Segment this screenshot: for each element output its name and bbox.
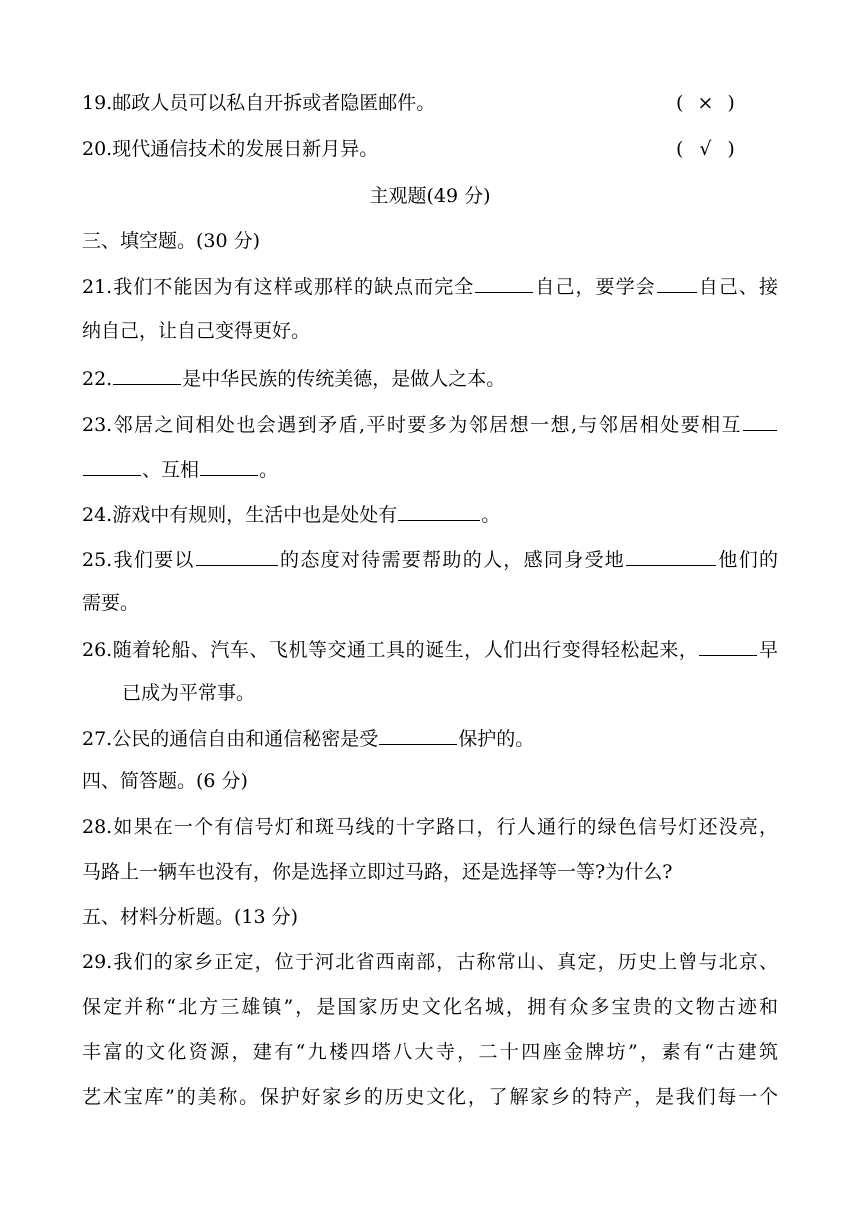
answer-19 (676, 90, 735, 116)
answer-20 (676, 136, 735, 162)
blank-field[interactable] (743, 410, 777, 431)
q21-text-c: 自己、接 (697, 276, 778, 298)
paren-open: ( (676, 138, 684, 160)
q27-text-a: 27.公民的通信自由和通信秘密是受 (82, 728, 379, 750)
blank-field[interactable] (699, 635, 757, 656)
blank-field[interactable] (196, 545, 278, 566)
q25-text-a: 25.我们要以 (82, 549, 195, 571)
section-fill-heading: 三、填空题。(30 分) (82, 230, 261, 252)
question-21-line2: 纳自己，让自己变得更好。 (82, 320, 311, 342)
section-short-heading: 四、简答题。(6 分) (82, 770, 248, 792)
question-26-line2: 已成为平常事。 (122, 682, 256, 704)
blank-field[interactable] (200, 455, 258, 476)
blank-field[interactable] (398, 500, 480, 521)
q24-text-a: 24.游戏中有规则，生活中也是处处有 (82, 504, 398, 526)
q23-text-c: 。 (259, 459, 279, 481)
blank-field[interactable] (626, 545, 716, 566)
blank-field[interactable] (657, 272, 697, 293)
question-22 (82, 364, 505, 392)
q21-text-b: 自己，要学会 (534, 276, 656, 298)
paren-open: ( (676, 92, 684, 114)
question-29-line3: 丰富的文化资源，建有“九楼四塔八大寺，二十四座金牌坊”，素有“古建筑 (82, 1041, 778, 1063)
q25-text-b: 的态度对待需要帮助的人，感同身受地 (278, 549, 626, 571)
question-29-line1: 29.我们的家乡正定，位于河北省西南部，古称常山、真定，历史上曾与北京、 (82, 951, 778, 973)
question-20: 20.现代通信技术的发展日新月异。 (82, 138, 379, 160)
check-mark: √ (699, 138, 712, 160)
blank-field[interactable] (83, 455, 141, 476)
question-23-line2 (82, 455, 278, 483)
q22-text-a: 22. (82, 368, 113, 390)
q24-text-b: 。 (481, 504, 501, 526)
question-25-line2: 需要。 (82, 592, 140, 614)
blank-field[interactable] (113, 364, 181, 385)
question-23-line1 (82, 410, 778, 438)
question-24 (82, 500, 500, 528)
paren-close: ) (727, 92, 735, 114)
question-28-line1: 28.如果在一个有信号灯和斑马线的十字路口，行人通行的绿色信号灯还没亮， (82, 816, 778, 838)
q25-text-c: 他们的 (717, 549, 778, 571)
q23-text-b: 、互相 (142, 459, 200, 481)
question-26-line1 (82, 635, 778, 663)
question-29-line4: 艺术宝库”的美称。保护好家乡的历史文化，了解家乡的特产，是我们每一个 (82, 1086, 778, 1108)
q21-text-a: 21.我们不能因为有这样或那样的缺点而完全 (82, 276, 475, 298)
subjective-title: 主观题(49 分) (369, 185, 491, 207)
section-material-heading: 五、材料分析题。(13 分) (82, 906, 299, 928)
blank-field[interactable] (379, 724, 457, 745)
question-19: 19.邮政人员可以私自开拆或者隐匿邮件。 (82, 92, 436, 114)
q26-text-a: 26.随着轮船、汽车、飞机等交通工具的诞生，人们出行变得轻松起来， (82, 639, 699, 661)
question-27 (82, 724, 534, 752)
cross-mark: × (697, 92, 714, 114)
question-29-line2: 保定并称“北方三雄镇”，是国家历史文化名城，拥有众多宝贵的文物古迹和 (82, 996, 778, 1018)
q27-text-b: 保护的。 (458, 728, 535, 750)
paren-close: ) (727, 138, 735, 160)
q26-text-b: 早 (758, 639, 778, 661)
question-21-line1 (82, 272, 778, 300)
question-28-line2: 马路上一辆车也没有，你是选择立即过马路，还是选择等一等?为什么? (82, 861, 673, 883)
q22-text-b: 是中华民族的传统美德，是做人之本。 (182, 368, 506, 390)
question-25-line1 (82, 545, 778, 573)
q23-text-a: 23.邻居之间相处也会遇到矛盾,平时要多为邻居想一想,与邻居相处要相互 (82, 414, 742, 436)
blank-field[interactable] (475, 272, 533, 293)
